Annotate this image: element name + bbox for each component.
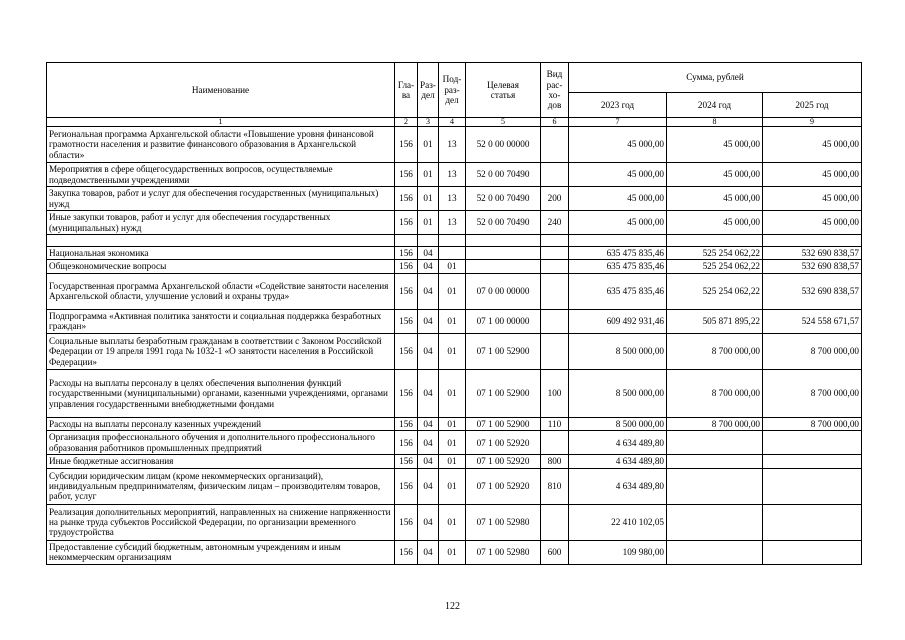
- cell-sum-2025: 45 000,00: [763, 127, 862, 163]
- cell-podrazdel: 01: [439, 540, 466, 564]
- column-numbers-row: [47, 118, 862, 127]
- cell-sum-2024: 525 254 062,22: [667, 273, 763, 309]
- cell-glava: 156: [395, 504, 418, 540]
- cell-sum-2025: 45 000,00: [763, 187, 862, 211]
- cell-name: Расходы на выплаты персоналу казенных учреждений: [47, 417, 395, 430]
- header-year-2023: 2023 год: [569, 92, 667, 117]
- cell-sum-2023: 109 980,00: [569, 540, 667, 564]
- cell-name: Подпрограмма «Активная политика занятости и социальная поддержка безработных граждан»: [47, 309, 395, 333]
- cell-vid-rashodov: [541, 235, 569, 247]
- cell-sum-2025: [763, 431, 862, 455]
- cell-celevaya-statya: 07 1 00 52980: [466, 540, 541, 564]
- cell-sum-2025: 8 700 000,00: [763, 417, 862, 430]
- cell-sum-2024: [667, 455, 763, 468]
- cell-podrazdel: [439, 235, 466, 247]
- cell-razdel: 04: [418, 273, 439, 309]
- cell-podrazdel: 13: [439, 211, 466, 235]
- cell-podrazdel: 13: [439, 163, 466, 187]
- cell-sum-2024: 525 254 062,22: [667, 260, 763, 273]
- cell-name: Предоставление субсидий бюджетным, автономным учреждениям и иным некоммерческим организациям: [47, 540, 395, 564]
- cell-vid-rashodov: 800: [541, 455, 569, 468]
- cell-sum-2025: 532 690 838,57: [763, 273, 862, 309]
- cell-sum-2023: 635 475 835,46: [569, 273, 667, 309]
- cell-vid-rashodov: 100: [541, 369, 569, 417]
- header-razdel: Раз- дел: [418, 63, 439, 118]
- table-row: [47, 504, 862, 540]
- cell-name: Субсидии юридическим лицам (кроме некоммерческих организаций), индивидуальным предпринимателям, физическим лицам – производителям товаров, работ, услуг: [47, 468, 395, 504]
- header-year-2024: 2024 год: [667, 92, 763, 117]
- cell-vid-rashodov: [541, 163, 569, 187]
- cell-razdel: 04: [418, 504, 439, 540]
- cell-glava: [395, 235, 418, 247]
- header-name: Наименование: [47, 63, 395, 118]
- column-number: 4: [439, 118, 466, 127]
- cell-name: Социальные выплаты безработным гражданам в соответствии с Законом Российской Федерации от 19 апреля 1991 года № 1032-1 «О занятости населения в Российской Федерации»: [47, 333, 395, 369]
- cell-celevaya-statya: 52 0 00 70490: [466, 187, 541, 211]
- cell-sum-2024: [667, 540, 763, 564]
- cell-sum-2025: 532 690 838,57: [763, 247, 862, 260]
- cell-vid-rashodov: [541, 127, 569, 163]
- cell-name: Национальная экономика: [47, 247, 395, 260]
- cell-celevaya-statya: [466, 235, 541, 247]
- cell-glava: 156: [395, 211, 418, 235]
- cell-sum-2023: 45 000,00: [569, 211, 667, 235]
- table-row: [47, 309, 862, 333]
- cell-name: Иные бюджетные ассигнования: [47, 455, 395, 468]
- cell-vid-rashodov: [541, 260, 569, 273]
- cell-sum-2025: [763, 468, 862, 504]
- cell-sum-2024: 45 000,00: [667, 163, 763, 187]
- header-summa: Сумма, рублей: [569, 63, 862, 93]
- cell-celevaya-statya: 07 0 00 00000: [466, 273, 541, 309]
- table-row: [47, 273, 862, 309]
- column-number: 2: [395, 118, 418, 127]
- table-row: [47, 211, 862, 235]
- cell-glava: 156: [395, 468, 418, 504]
- cell-vid-rashodov: 810: [541, 468, 569, 504]
- cell-podrazdel: 01: [439, 431, 466, 455]
- cell-sum-2025: [763, 504, 862, 540]
- cell-celevaya-statya: 07 1 00 52900: [466, 333, 541, 369]
- cell-name: Организация профессионального обучения и дополнительного профессионального образования работников промышленных предприятий: [47, 431, 395, 455]
- cell-name: Расходы на выплаты персоналу в целях обеспечения выполнения функций государственными (муниципальными) органами, казенными учреждениями, органами управления государственными внебюджетными фондами: [47, 369, 395, 417]
- cell-sum-2023: 8 500 000,00: [569, 417, 667, 430]
- cell-podrazdel: 01: [439, 417, 466, 430]
- cell-celevaya-statya: 52 0 00 70490: [466, 211, 541, 235]
- cell-sum-2024: [667, 468, 763, 504]
- cell-podrazdel: 01: [439, 333, 466, 369]
- cell-vid-rashodov: [541, 431, 569, 455]
- table-row: [47, 163, 862, 187]
- cell-sum-2024: 505 871 895,22: [667, 309, 763, 333]
- column-number: 9: [763, 118, 862, 127]
- cell-celevaya-statya: 07 1 00 52920: [466, 431, 541, 455]
- cell-glava: 156: [395, 187, 418, 211]
- cell-name: Реализация дополнительных мероприятий, направленных на снижение напряженности на рынке труда субъектов Российской Федерации, по организации временного трудоустройства: [47, 504, 395, 540]
- cell-sum-2025: 532 690 838,57: [763, 260, 862, 273]
- cell-celevaya-statya: 52 0 00 70490: [466, 163, 541, 187]
- cell-razdel: 04: [418, 417, 439, 430]
- cell-name: Региональная программа Архангельской области «Повышение уровня финансовой грамотности населения и развитие финансового образования в Архангельской области»: [47, 127, 395, 163]
- cell-sum-2023: 4 634 489,80: [569, 455, 667, 468]
- table-row: [47, 247, 862, 260]
- cell-sum-2025: 8 700 000,00: [763, 333, 862, 369]
- cell-podrazdel: 01: [439, 309, 466, 333]
- cell-sum-2023: 4 634 489,80: [569, 431, 667, 455]
- cell-podrazdel: [439, 247, 466, 260]
- table-row: [47, 369, 862, 417]
- cell-vid-rashodov: [541, 309, 569, 333]
- cell-podrazdel: 01: [439, 468, 466, 504]
- cell-sum-2024: 45 000,00: [667, 187, 763, 211]
- cell-sum-2025: [763, 235, 862, 247]
- cell-name: Государственная программа Архангельской области «Содействие занятости населения Архангельской области, улучшение условий и охраны труда»: [47, 273, 395, 309]
- cell-celevaya-statya: 07 1 00 52920: [466, 455, 541, 468]
- cell-name: [47, 235, 395, 247]
- cell-glava: 156: [395, 369, 418, 417]
- cell-podrazdel: 01: [439, 369, 466, 417]
- cell-celevaya-statya: [466, 260, 541, 273]
- cell-razdel: 04: [418, 369, 439, 417]
- page-number: 122: [445, 601, 460, 612]
- column-number: 5: [466, 118, 541, 127]
- header-glava: Гла- ва: [395, 63, 418, 118]
- cell-razdel: 04: [418, 431, 439, 455]
- table-row: [47, 540, 862, 564]
- cell-sum-2023: 8 500 000,00: [569, 333, 667, 369]
- cell-glava: 156: [395, 163, 418, 187]
- column-number: 7: [569, 118, 667, 127]
- cell-sum-2023: [569, 235, 667, 247]
- table-row: [47, 260, 862, 273]
- cell-razdel: 04: [418, 333, 439, 369]
- cell-glava: 156: [395, 127, 418, 163]
- cell-sum-2024: [667, 235, 763, 247]
- cell-sum-2025: 45 000,00: [763, 163, 862, 187]
- header-year-2025: 2025 год: [763, 92, 862, 117]
- cell-vid-rashodov: 600: [541, 540, 569, 564]
- column-number: 8: [667, 118, 763, 127]
- cell-razdel: 01: [418, 211, 439, 235]
- cell-razdel: 04: [418, 540, 439, 564]
- cell-glava: 156: [395, 455, 418, 468]
- header-podrazdel: Под- раз- дел: [439, 63, 466, 118]
- table-row: [47, 187, 862, 211]
- cell-sum-2023: 635 475 835,46: [569, 260, 667, 273]
- cell-podrazdel: 01: [439, 504, 466, 540]
- cell-sum-2024: 45 000,00: [667, 211, 763, 235]
- table-body: [47, 127, 862, 565]
- column-number: 6: [541, 118, 569, 127]
- cell-glava: 156: [395, 431, 418, 455]
- cell-vid-rashodov: 110: [541, 417, 569, 430]
- cell-sum-2025: 8 700 000,00: [763, 369, 862, 417]
- cell-vid-rashodov: 240: [541, 211, 569, 235]
- cell-sum-2023: 635 475 835,46: [569, 247, 667, 260]
- cell-sum-2025: 524 558 671,57: [763, 309, 862, 333]
- table-row: [47, 431, 862, 455]
- cell-sum-2024: [667, 504, 763, 540]
- cell-razdel: 04: [418, 260, 439, 273]
- table-row: [47, 468, 862, 504]
- header-vid-rashodov: Вид рас- хо- дов: [541, 63, 569, 118]
- cell-sum-2023: 45 000,00: [569, 127, 667, 163]
- cell-glava: 156: [395, 247, 418, 260]
- cell-razdel: 04: [418, 455, 439, 468]
- cell-podrazdel: 13: [439, 187, 466, 211]
- cell-name: Закупка товаров, работ и услуг для обеспечения государственных (муниципальных) нужд: [47, 187, 395, 211]
- cell-sum-2023: 45 000,00: [569, 187, 667, 211]
- cell-sum-2023: 4 634 489,80: [569, 468, 667, 504]
- cell-sum-2023: 45 000,00: [569, 163, 667, 187]
- cell-celevaya-statya: 07 1 00 52900: [466, 369, 541, 417]
- cell-glava: 156: [395, 333, 418, 369]
- cell-razdel: 04: [418, 247, 439, 260]
- column-number: 3: [418, 118, 439, 127]
- cell-razdel: 01: [418, 127, 439, 163]
- cell-name: Мероприятия в сфере общегосударственных вопросов, осуществляемые подведомственными учреждениями: [47, 163, 395, 187]
- cell-glava: 156: [395, 417, 418, 430]
- table-row: [47, 127, 862, 163]
- cell-celevaya-statya: 07 1 00 52920: [466, 468, 541, 504]
- cell-podrazdel: 13: [439, 127, 466, 163]
- table-row: [47, 235, 862, 247]
- cell-vid-rashodov: [541, 333, 569, 369]
- cell-vid-rashodov: 200: [541, 187, 569, 211]
- cell-celevaya-statya: 52 0 00 00000: [466, 127, 541, 163]
- cell-sum-2024: 8 700 000,00: [667, 417, 763, 430]
- table-row: [47, 333, 862, 369]
- cell-vid-rashodov: [541, 504, 569, 540]
- table-row: [47, 455, 862, 468]
- cell-razdel: [418, 235, 439, 247]
- cell-sum-2024: 45 000,00: [667, 127, 763, 163]
- table-row: [47, 417, 862, 430]
- cell-sum-2025: [763, 540, 862, 564]
- cell-razdel: 04: [418, 468, 439, 504]
- cell-glava: 156: [395, 540, 418, 564]
- cell-vid-rashodov: [541, 273, 569, 309]
- cell-name: Иные закупки товаров, работ и услуг для обеспечения государственных (муниципальных) нужд: [47, 211, 395, 235]
- header-celevaya-statya: Целевая статья: [466, 63, 541, 118]
- budget-table: [46, 62, 862, 565]
- cell-celevaya-statya: [466, 247, 541, 260]
- cell-razdel: 04: [418, 309, 439, 333]
- cell-razdel: 01: [418, 187, 439, 211]
- cell-podrazdel: 01: [439, 273, 466, 309]
- cell-vid-rashodov: [541, 247, 569, 260]
- cell-sum-2023: 22 410 102,05: [569, 504, 667, 540]
- cell-glava: 156: [395, 260, 418, 273]
- cell-celevaya-statya: 07 1 00 52900: [466, 417, 541, 430]
- cell-glava: 156: [395, 309, 418, 333]
- cell-celevaya-statya: 07 1 00 00000: [466, 309, 541, 333]
- cell-sum-2023: 8 500 000,00: [569, 369, 667, 417]
- cell-name: Общеэкономические вопросы: [47, 260, 395, 273]
- cell-sum-2024: [667, 431, 763, 455]
- cell-sum-2025: 45 000,00: [763, 211, 862, 235]
- cell-sum-2024: 8 700 000,00: [667, 369, 763, 417]
- cell-sum-2023: 609 492 931,46: [569, 309, 667, 333]
- cell-podrazdel: 01: [439, 260, 466, 273]
- cell-celevaya-statya: 07 1 00 52980: [466, 504, 541, 540]
- cell-podrazdel: 01: [439, 455, 466, 468]
- cell-razdel: 01: [418, 163, 439, 187]
- cell-sum-2024: 8 700 000,00: [667, 333, 763, 369]
- cell-sum-2025: [763, 455, 862, 468]
- column-number: 1: [47, 118, 395, 127]
- table-header: [47, 63, 862, 127]
- cell-glava: 156: [395, 273, 418, 309]
- cell-sum-2024: 525 254 062,22: [667, 247, 763, 260]
